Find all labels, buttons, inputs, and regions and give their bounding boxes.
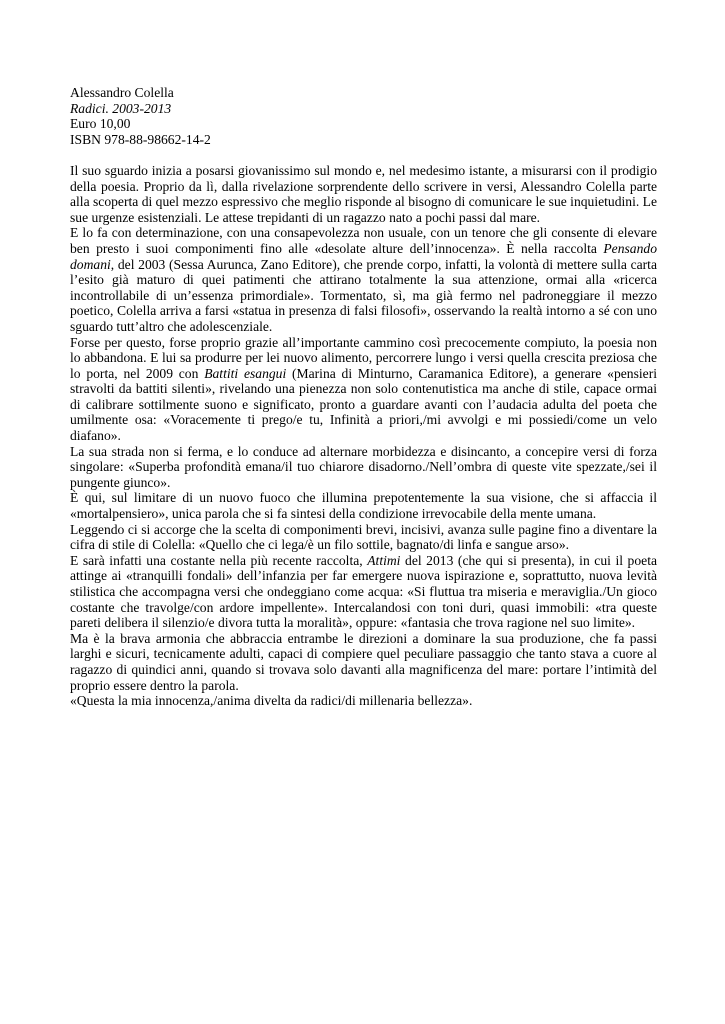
paragraph-7-text-b: del 2013 (che qui si presenta), in cui il poeta attinge ai «tranquilli fondali» dell’infanzia per far emergere nuova ispirazione e, soprattutto, nuova levità stilistica che accompagna versi che ondeggiano come acqua: «Si fluttua tra miseria e meraviglia./Un gioco costante che travolge/con ardore impellente». Intercalandosi con toni duri, quasi immobili: «tra queste pareti delibera il silenzio/e divora tutta la moralità», oppure: «fantasia che trova ragione nel suo limite». bbox=[70, 552, 657, 631]
paragraph-3-text-b: (Marina di Minturno, Caramanica Editore), a generare «pensieri stravolti da battiti silenti», rivelando una pienezza non solo contenutistica ma anche di stile, capace ormai di calibrare sottilmente suono e significato, pronto a guardare avanti con l’audacia adulta del poeta che umilmente osa: «Voracemente ti prego/e tu, Infinità a priori,/mi avvolgi e mi possiedi/come un velo diafano». bbox=[70, 365, 657, 444]
paragraph-2-text-a: E lo fa con determinazione, con una consapevolezza non usuale, con un tenore che gli consente di elevare ben presto i suoi componimenti fino alle «desolate alture dell’innocenza». È nella raccolta bbox=[70, 225, 657, 256]
paragraph-3-text-a: Forse per questo, forse proprio grazie all’importante cammino così precocemente compiuto, la poesia non lo abbandona. E lui sa produrre per lei nuovo alimento, percorrere lungo i versi quella crescita preziosa che lo porta, nel 2009 con bbox=[70, 334, 657, 381]
book-isbn: ISBN 978-88-98662-14-2 bbox=[70, 131, 211, 147]
work-title-attimi: Attimi bbox=[367, 552, 401, 568]
work-title-pensando-domani: Pensando domani bbox=[70, 240, 657, 272]
book-price: Euro 10,00 bbox=[70, 116, 131, 132]
paragraph-2 bbox=[70, 225, 657, 334]
paragraph-6: Leggendo ci si accorge che la scelta di componimenti brevi, incisivi, avanza sulle pagine fino a diventare la cifra di stile di Colella: «Quello che ci lega/è un filo sottile, bagnato/di linfa e sangue arso». bbox=[70, 521, 657, 553]
paragraph-9: «Questa la mia innocenza,/anima divelta da radici/di millenaria bellezza». bbox=[70, 693, 473, 709]
paragraph-1: Il suo sguardo inizia a posarsi giovanissimo sul mondo e, nel medesimo istante, a misurarsi con il prodigio della poesia. Proprio da lì, dalla rivelazione sorprendente dello scrivere in versi, Alessandro Colella parte alla scoperta di quel mezzo espressivo che meglio risponde al bisogno di comunicare le sue inquietudini. Le sue urgenze esistenziali. Le attese trepidanti di un ragazzo nato a pochi passi dal mare. bbox=[70, 162, 658, 225]
paragraph-3 bbox=[70, 335, 657, 444]
paragraph-5: È qui, sul limitare di un nuovo fuoco che illumina prepotentemente la sua visione, che si affaccia il «mortalpensiero», unica parola che si fa sintesi della condizione irrevocabile della mente umana. bbox=[70, 490, 657, 522]
document-page bbox=[70, 85, 657, 709]
paragraph-4: La sua strada non si ferma, e lo conduce ad alternare morbidezza e disincanto, a concepire versi di forza singolare: «Superba profondità emana/il tuo chiarore disadorno./Nell’ombra di queste vite spezzate,/sei il pungente giunco». bbox=[70, 443, 657, 490]
author-name: Alessandro Colella bbox=[70, 85, 174, 100]
book-title: Radici. 2003-2013 bbox=[70, 100, 172, 116]
book-info-header bbox=[70, 85, 657, 147]
paragraph-2-text-b: , del 2003 (Sessa Aurunca, Zano Editore), che prende corpo, infatti, la volontà di mettere sulla carta l’esito già maturo di quei patimenti che attirano totalmente la sua attenzione, ormai alla «ricerca incontrollabile di un’essenza primordiale». Tormentato, sì, ma già fermo nel padroneggiare il mezzo poetico, Colella arriva a farsi «statua in presenza di falsi filosofi», osservando la realtà intorno a sé con uno sguardo tutt’altro che adolescenziale. bbox=[70, 256, 657, 334]
paragraph-7-text-a: E sarà infatti una costante nella più recente raccolta, bbox=[70, 552, 368, 568]
work-title-battiti-esangui: Battiti esangui bbox=[204, 365, 287, 381]
paragraph-7 bbox=[70, 553, 657, 631]
paragraph-8: Ma è la brava armonia che abbraccia entrambe le direzioni a dominare la sua produzione, che fa passi larghi e sicuri, tecnicamente adulti, capaci di compiere quel peculiare passaggio che tanto stava a cuore al ragazzo di quindici anni, quando si trovava solo davanti alla magnificenza del mare: portare l’intimità del proprio essere dentro la parola. bbox=[70, 630, 657, 693]
